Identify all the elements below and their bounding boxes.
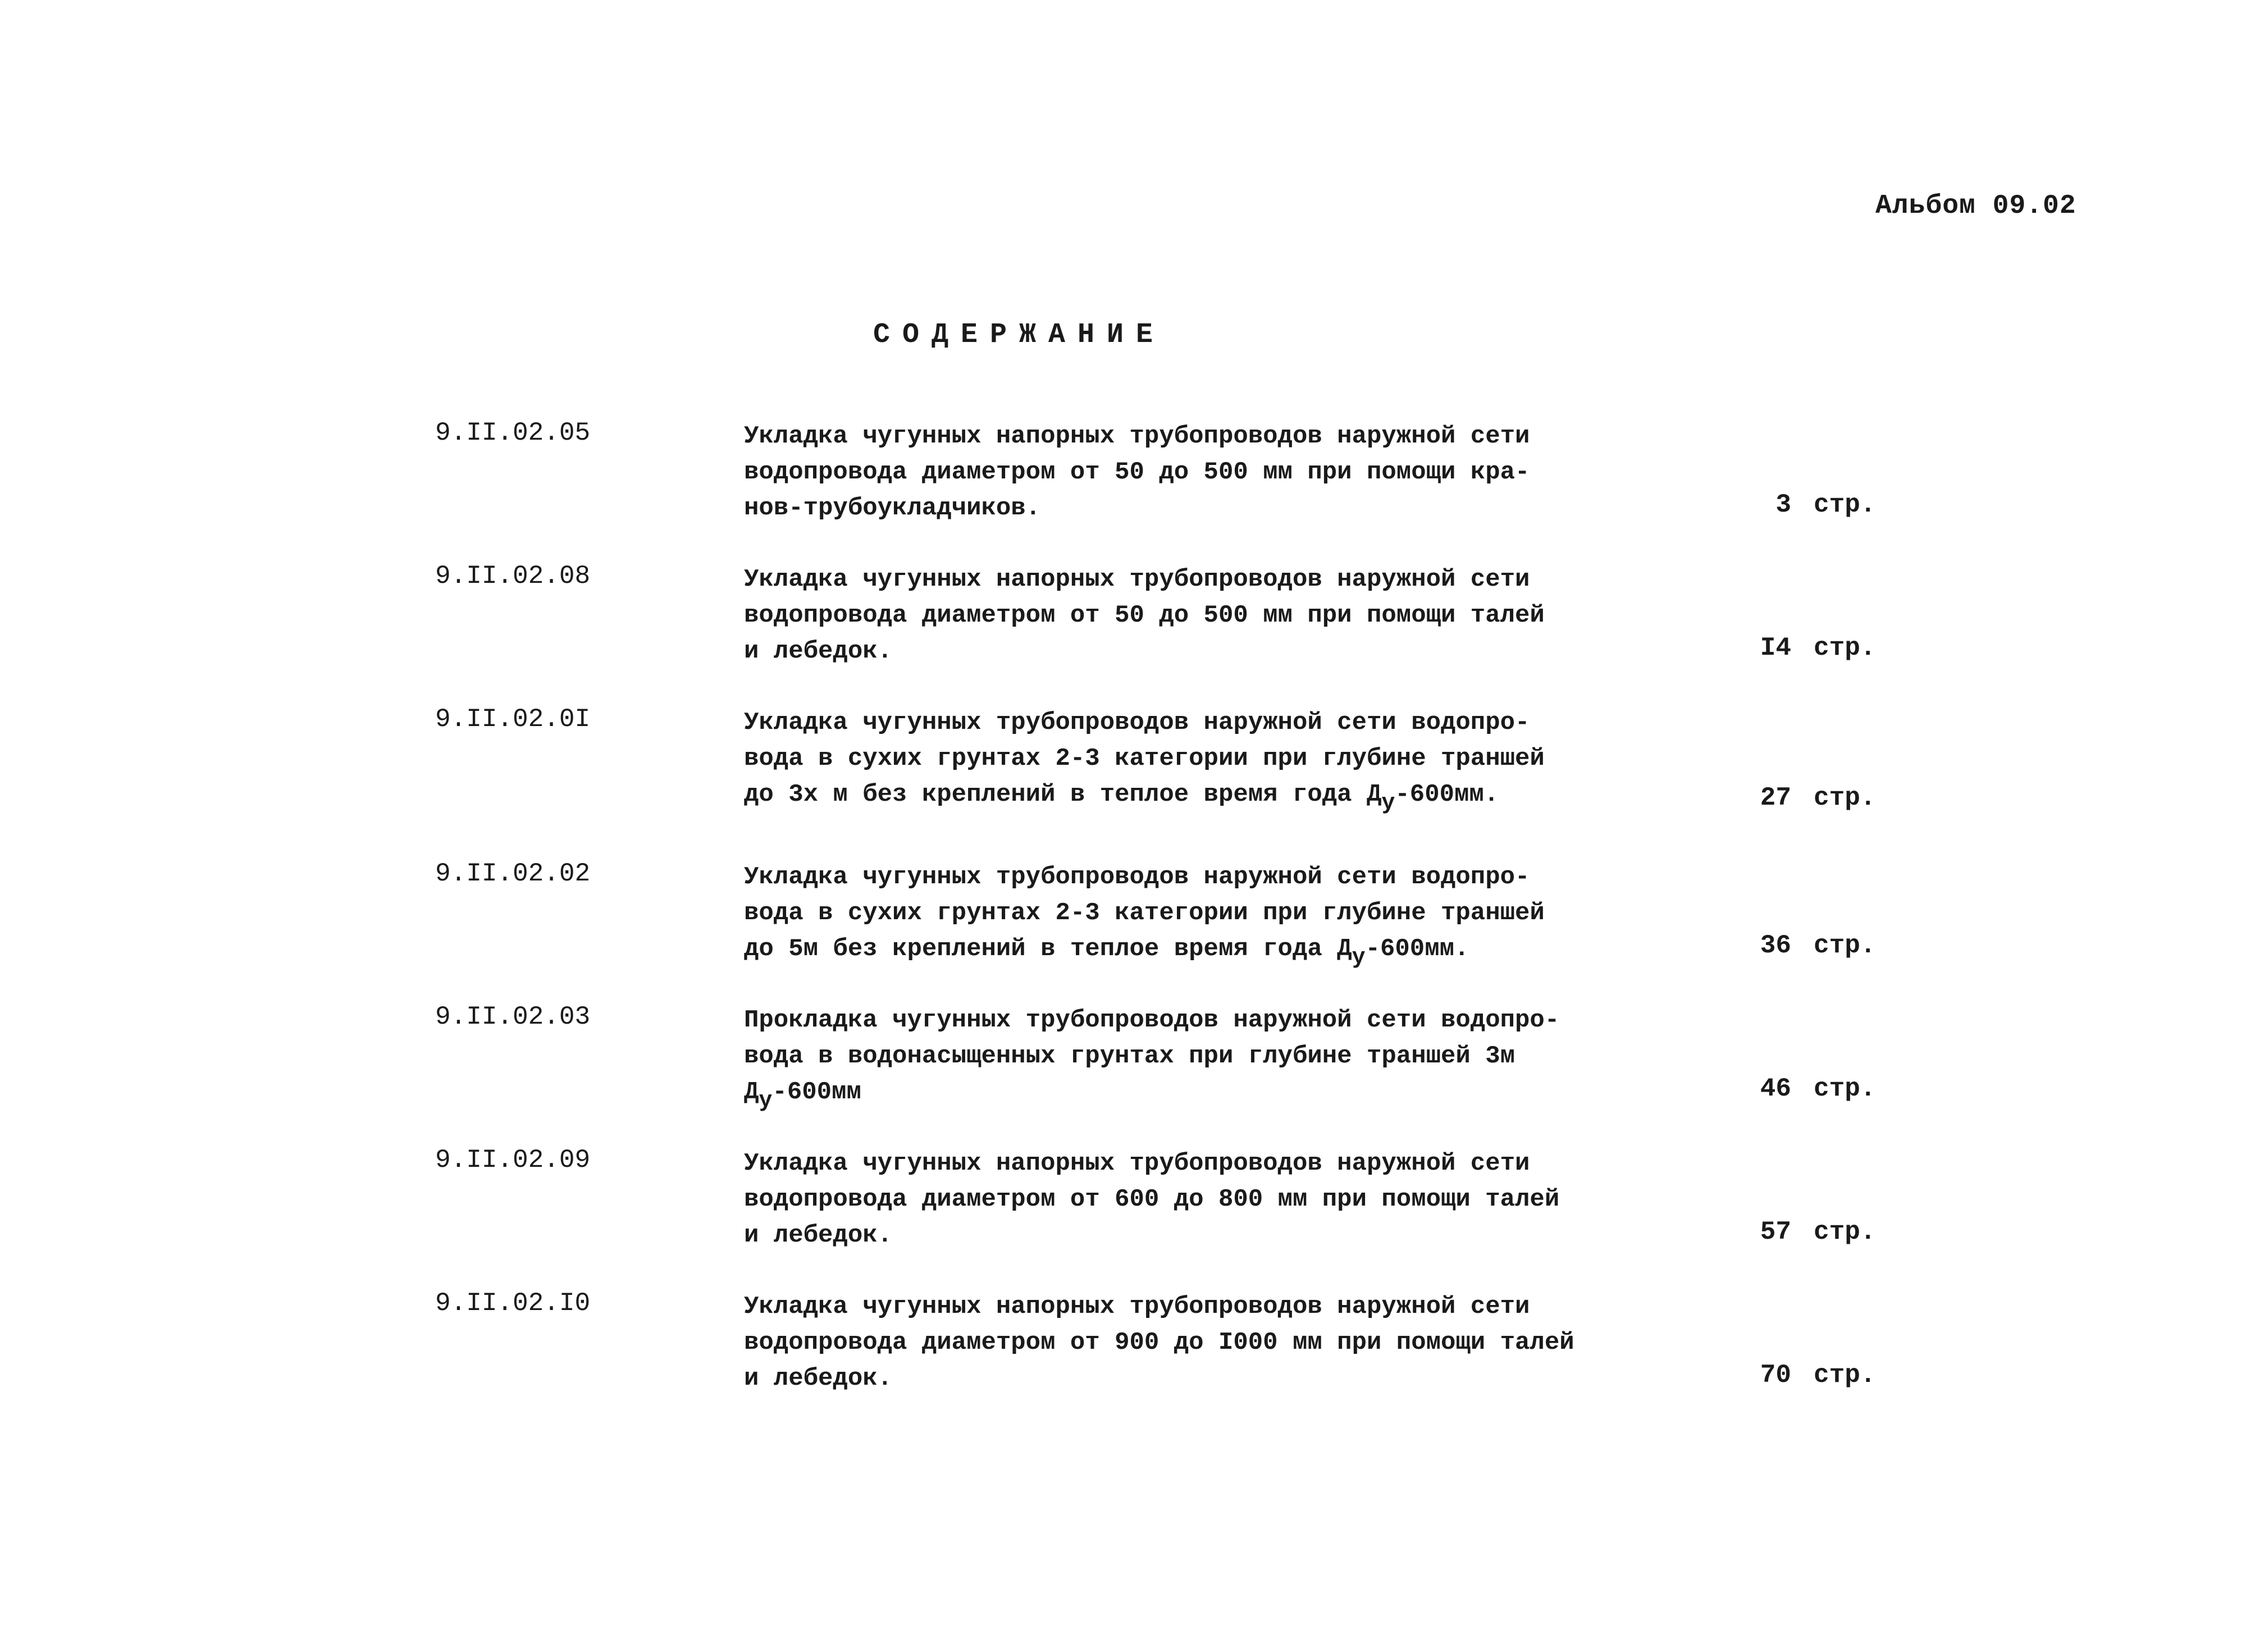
description-line: водопровода диаметром от 600 до 800 мм при помощи талей: [744, 1185, 1560, 1213]
page-number: 36: [1760, 931, 1791, 960]
toc-entry: [0, 1146, 2255, 1280]
description-line: [744, 1074, 1614, 1113]
description-line: Укладка чугунных трубопроводов наружной сети водопро-: [744, 863, 1530, 891]
page-number: 57: [1760, 1217, 1791, 1247]
entry-code: 9.II.02.I0: [435, 1289, 591, 1318]
entry-description: [744, 859, 1614, 970]
description-text: Д: [744, 1078, 759, 1106]
page-abbrev: стр.: [1814, 1217, 1876, 1247]
description-line: вода в водонасыщенных грунтах при глубине траншей 3м: [744, 1042, 1515, 1070]
page-number: 27: [1760, 783, 1791, 813]
toc-entry: [0, 1289, 2255, 1423]
entry-description: [744, 1002, 1614, 1113]
description-suffix: -600мм: [772, 1078, 861, 1106]
page-number: 3: [1775, 490, 1791, 519]
entry-description: [744, 1289, 1614, 1397]
description-line: Укладка чугунных напорных трубопроводов наружной сети: [744, 422, 1530, 450]
description-line: и лебедок.: [744, 1365, 893, 1393]
description-line: Укладка чугунных напорных трубопроводов наружной сети: [744, 1149, 1530, 1178]
description-line: вода в сухих грунтах 2-3 категории при глубине траншей: [744, 899, 1545, 927]
toc-entry: [0, 705, 2255, 839]
description-text: до 3х м без креплений в теплое время года Д: [744, 781, 1382, 809]
description-line: нов-трубоукладчиков.: [744, 494, 1041, 522]
description-suffix: -600мм.: [1365, 935, 1469, 963]
description-line: [744, 777, 1614, 816]
description-line: Укладка чугунных напорных трубопроводов наружной сети: [744, 565, 1530, 594]
page-number: I4: [1760, 633, 1791, 663]
page-abbrev: стр.: [1814, 490, 1876, 519]
description-line: водопровода диаметром от 900 до I000 мм при помощи талей: [744, 1329, 1574, 1357]
entry-code: 9.II.02.03: [435, 1002, 591, 1032]
description-line: и лебедок.: [744, 1221, 893, 1249]
description-text: до 5м без креплений в теплое время года Д: [744, 935, 1352, 963]
page-abbrev: стр.: [1814, 1074, 1876, 1103]
entry-description: [744, 1146, 1614, 1253]
entry-code: 9.II.02.08: [435, 562, 591, 591]
page-abbrev: стр.: [1814, 633, 1876, 663]
album-number: Альбом 09.02: [1875, 191, 2076, 221]
description-line: Укладка чугунных напорных трубопроводов наружной сети: [744, 1293, 1530, 1321]
description-line: водопровода диаметром от 50 до 500 мм при помощи кра-: [744, 458, 1530, 486]
description-line: Прокладка чугунных трубопроводов наружной сети водопро-: [744, 1006, 1560, 1034]
page-abbrev: стр.: [1814, 783, 1876, 813]
toc-entry: [0, 562, 2255, 696]
toc-entry: [0, 859, 2255, 994]
toc-entry: [0, 1002, 2255, 1137]
entry-description: [744, 562, 1614, 669]
entry-code: 9.II.02.02: [435, 859, 591, 888]
entry-description: [744, 418, 1614, 526]
toc-entry: [0, 418, 2255, 553]
entry-description: [744, 705, 1614, 816]
entry-code: 9.II.02.09: [435, 1146, 591, 1175]
page-title: СОДЕРЖАНИЕ: [873, 319, 1166, 351]
description-line: и лебедок.: [744, 637, 893, 665]
page-number: 46: [1760, 1074, 1791, 1103]
description-line: вода в сухих грунтах 2-3 категории при глубине траншей: [744, 745, 1545, 773]
description-suffix: -600мм.: [1395, 781, 1499, 809]
subscript: у: [759, 1088, 773, 1113]
page-abbrev: стр.: [1814, 931, 1876, 960]
subscript: у: [1352, 945, 1366, 970]
page-abbrev: стр.: [1814, 1361, 1876, 1390]
description-line: Укладка чугунных трубопроводов наружной сети водопро-: [744, 709, 1530, 737]
entry-code: 9.II.02.0I: [435, 705, 591, 734]
entry-code: 9.II.02.05: [435, 418, 591, 448]
description-line: водопровода диаметром от 50 до 500 мм при помощи талей: [744, 601, 1545, 629]
page-number: 70: [1760, 1361, 1791, 1390]
subscript: у: [1381, 791, 1395, 816]
description-line: [744, 931, 1614, 970]
